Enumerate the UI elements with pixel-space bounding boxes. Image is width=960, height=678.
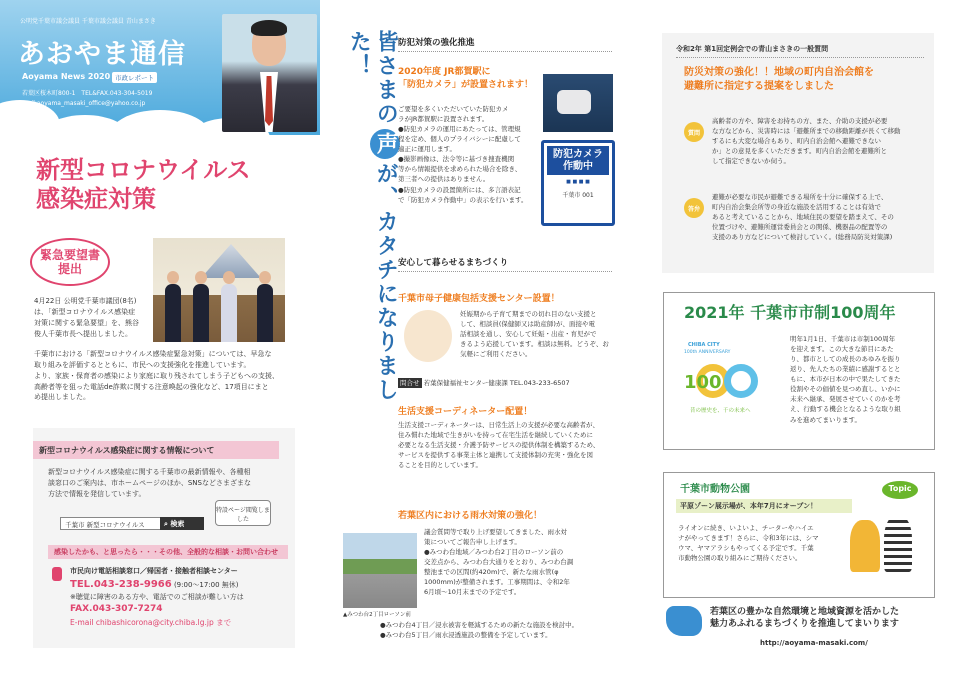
camera-sign: 防犯カメラ 作動中 ■ ■ ■ ■ 千葉市 001 (541, 140, 615, 226)
rain-title: 若葉区内における雨水対策の強化！ (398, 511, 543, 521)
info-text: 新型コロナウイルス感染症に関する千葉市の最新情報や、各種相 談窓口のご案内は、市ホームページのほか、SNSなどさまざまな 方法で情報を発信しています。 (48, 468, 251, 498)
phone-icon (52, 567, 62, 581)
street-photo (343, 533, 417, 608)
street-caption: ▲みつわ台2丁目ローソン前 (343, 612, 411, 618)
centennial-title: 2021年 千葉市市制100周年 (684, 303, 896, 322)
newsletter-subtitle: Aoyama News 2020 (22, 72, 111, 81)
crime-heading: 防犯対策の強化推進 (398, 36, 612, 52)
zoo-banner: 平原ゾーン展示場が、本年7月にオープン！ (676, 499, 852, 513)
info-heading: 新型コロナウイルス感染症に関する情報について (33, 441, 279, 459)
center-title: 千葉市母子健康包括支援センター設置！ (398, 294, 560, 304)
office-address: 若葉区桜木町800-1 TEL&FAX.043-304-5019 (22, 90, 153, 97)
request-bubble: 緊急要望書 提出 (30, 238, 110, 286)
rain-text-2: ●みつわ台4丁目／浸水被害を軽減するための新たな施設を検討中。 ●みつわ台5丁目／雨水浸透施設の整備を予定しています。 (380, 621, 579, 640)
footer-message: 若葉区の豊かな自然環境と地域資源を活かした 魅力あふれるまちづくりを推進してまいります (710, 607, 900, 630)
corona-title: 新型コロナウイルス 感染症対策 (36, 156, 251, 214)
answer-text: 避難が必要な市民が避難できる場所を十分に確保する上で、 町内自治会集会所等の身近な施設を活用することは有効で あると考えていることから、地域住民の要望を踏まえて、その 位置づけや、避難所運営委員会との関係、機器品の配置等の 支援のあり方などについて検討していく。(総務局防災対策課) (712, 193, 894, 242)
corona-body-lead: 4月22日 公明党千葉市議団(8名) は、「新型コロナウイルス感染症 対策に関する緊急要望」を、熊谷 俊人千葉市長へ提出しました。 (34, 297, 139, 338)
answer-label: 答弁 (684, 198, 704, 218)
question-text: 高齢者の方や、障害をお持ちの方、また、介助の支援が必要 な方などから、災害時には「避難所までの移動距離が長くて移動 するにも大変な場合もあり、町内自治会館へ避難できない か」との意見を多くいただきます。町内自治会館を避難所と して指定できないか伺う。 (712, 117, 901, 166)
slogan-vertical: 皆さまの声が、カタチになりました！ (346, 30, 399, 402)
center-contact: 問合せ 若葉保健福祉センター健康課 TEL.043-233-6507 (400, 379, 570, 387)
question-title: 防災対策の強化！！地域の町内自治会館を 避難所に指定する提案をしました (684, 67, 874, 92)
mascot-icon (666, 606, 702, 636)
consult-details: 市民向け電話相談窓口／帰国者・接触者相談センター TEL.043-238-9966 (9:00〜17:00 無休) ※聴覚に障害のある方や、電話でのご相談が難しい方は FAX.043-307-7274 E-mail chibashicorona@city.chiba.lg.jp まで (70, 567, 244, 628)
cheetah-illustration (850, 520, 880, 572)
camera-headline: 2020年度 JR都賀駅に 「防犯カメラ」が設置されます！ (398, 67, 534, 90)
search-icon: ⌕ (164, 520, 168, 528)
newsletter-title: あおやま通信 (18, 39, 186, 70)
question-label: 質問 (684, 122, 704, 142)
question-heading: 令和2年 第1回定例会での青山まさきの一般質問 (676, 44, 924, 58)
zebra-illustration (884, 516, 912, 572)
safe-heading: 安心して暮らせるまちづくり (398, 256, 612, 272)
topic-badge: Topic (882, 481, 918, 499)
affiliation: 公明党千葉市議会議員 千葉市議会議員 青山まさき (20, 18, 156, 25)
consult-heading: 感染したかも、と思ったら・・・その他、全般的な相談・お問い合わせ (48, 545, 288, 559)
centennial-text: 明年1月1日、千葉市は市制100周年 を迎えます。この大きな節目にあた り、都市としての成長のあゆみを振り 返り、先人たちの業績に感謝するとと もに、本市が日本の中で果たしてきた 役割やその価値を見つめ直し、いかに 未来へ継承、発展させていくのかを考 え、行動する機会となるような取り組 みを進めてまいります。 (790, 335, 901, 424)
coordinator-title: 生活支援コーディネーター配置！ (398, 407, 533, 417)
rain-text: 議会質問等で取り上げ要望してきました、雨水対 策についてご報告申し上げます。 ●みつわ台地域／みつわ台2丁目のローソン前の 交差点から、みつわ台大通りをとおり、みつわ台調 整池までの区間(約420m)で、新たな雨水管(φ 1000mm)が整備されます。工事期間は、令和2年 6月頃〜10月末までの予定です。 (424, 528, 574, 597)
search-input[interactable]: 千葉市 新型コロナウイルス (60, 517, 204, 530)
coordinator-text: 生活支援コーディネーターは、日常生活上の支援が必要な高齢者が、 住み慣れた地域で生きがいを持って在宅生活を継続していくために 必要となる生活支援・介護予防サービスの提供体制を構築するため、 サービスを提供する事業主体と連携して支援体制の充実・強化を図 ることを目的としています。 (398, 421, 600, 470)
special-page-note: 特設ページ閲覧しました (215, 500, 271, 526)
website-link[interactable]: http://aoyama-masaki.com/ (760, 639, 868, 647)
camera-text: ご要望を多くいただいていた防犯カメ ラがJR都賀駅に設置されます。 ●防犯カメラの運用にあたっては、管理規 程を定め、個人のプライバシーに配慮して 適正に運用します。 ●撮影画像は、法令等に基づき捜査機関 等から情報提供を求められた場合を除き、 第三者への提供はありません。 ●防犯カメラの設置箇所には、多言語表記 で「防犯カメラ作動中」の表示を行います。 (398, 105, 528, 204)
zoo-text: ライオンに続き、いよいよ、チーターやハイエ ナがやってきます！さらに、令和3年には、シマ ウマ、ヤマアラシもやってくる予定です。千葉 市動物公園の取り組みにご期待ください。 (678, 524, 819, 563)
centennial-logo: CHIBA CITY 100th ANNIVERSARY 100 昔の歴史を、千の未来へ (684, 336, 774, 436)
office-mail: mail:aoyama_masaki_office@yahoo.co.jp (22, 100, 146, 107)
report-badge: 市政レポート (112, 72, 157, 83)
zoo-title: 千葉市動物公園 (680, 484, 750, 495)
search-button[interactable]: ⌕ 検索 (160, 517, 204, 530)
camera-photo (543, 74, 613, 132)
portrait-photo (222, 14, 317, 132)
meeting-photo (153, 238, 285, 342)
mother-illustration (404, 310, 452, 362)
corona-body: 千葉市における「新型コロナウイルス感染症緊急対策」については、早急な 取り組みを評価するとともに、市民への支援強化を推進しています。 より、家族・保育者の感染により家庭に取り残されてしまう子どもへの支援、 高齢者等を狙った電話de詐欺に関する注意喚起の強化など、17項目にまと め提出しました。 (34, 350, 279, 402)
center-text: 妊娠期から子育て期までの切れ目のない支援と して、相談員(保健師又は助産師)が、面接や電 話相談を通し、安心して妊娠・出産・育児がで きるよう応援しています。相談は無料。どうぞ、お 気軽にご利用ください。 (460, 310, 609, 359)
